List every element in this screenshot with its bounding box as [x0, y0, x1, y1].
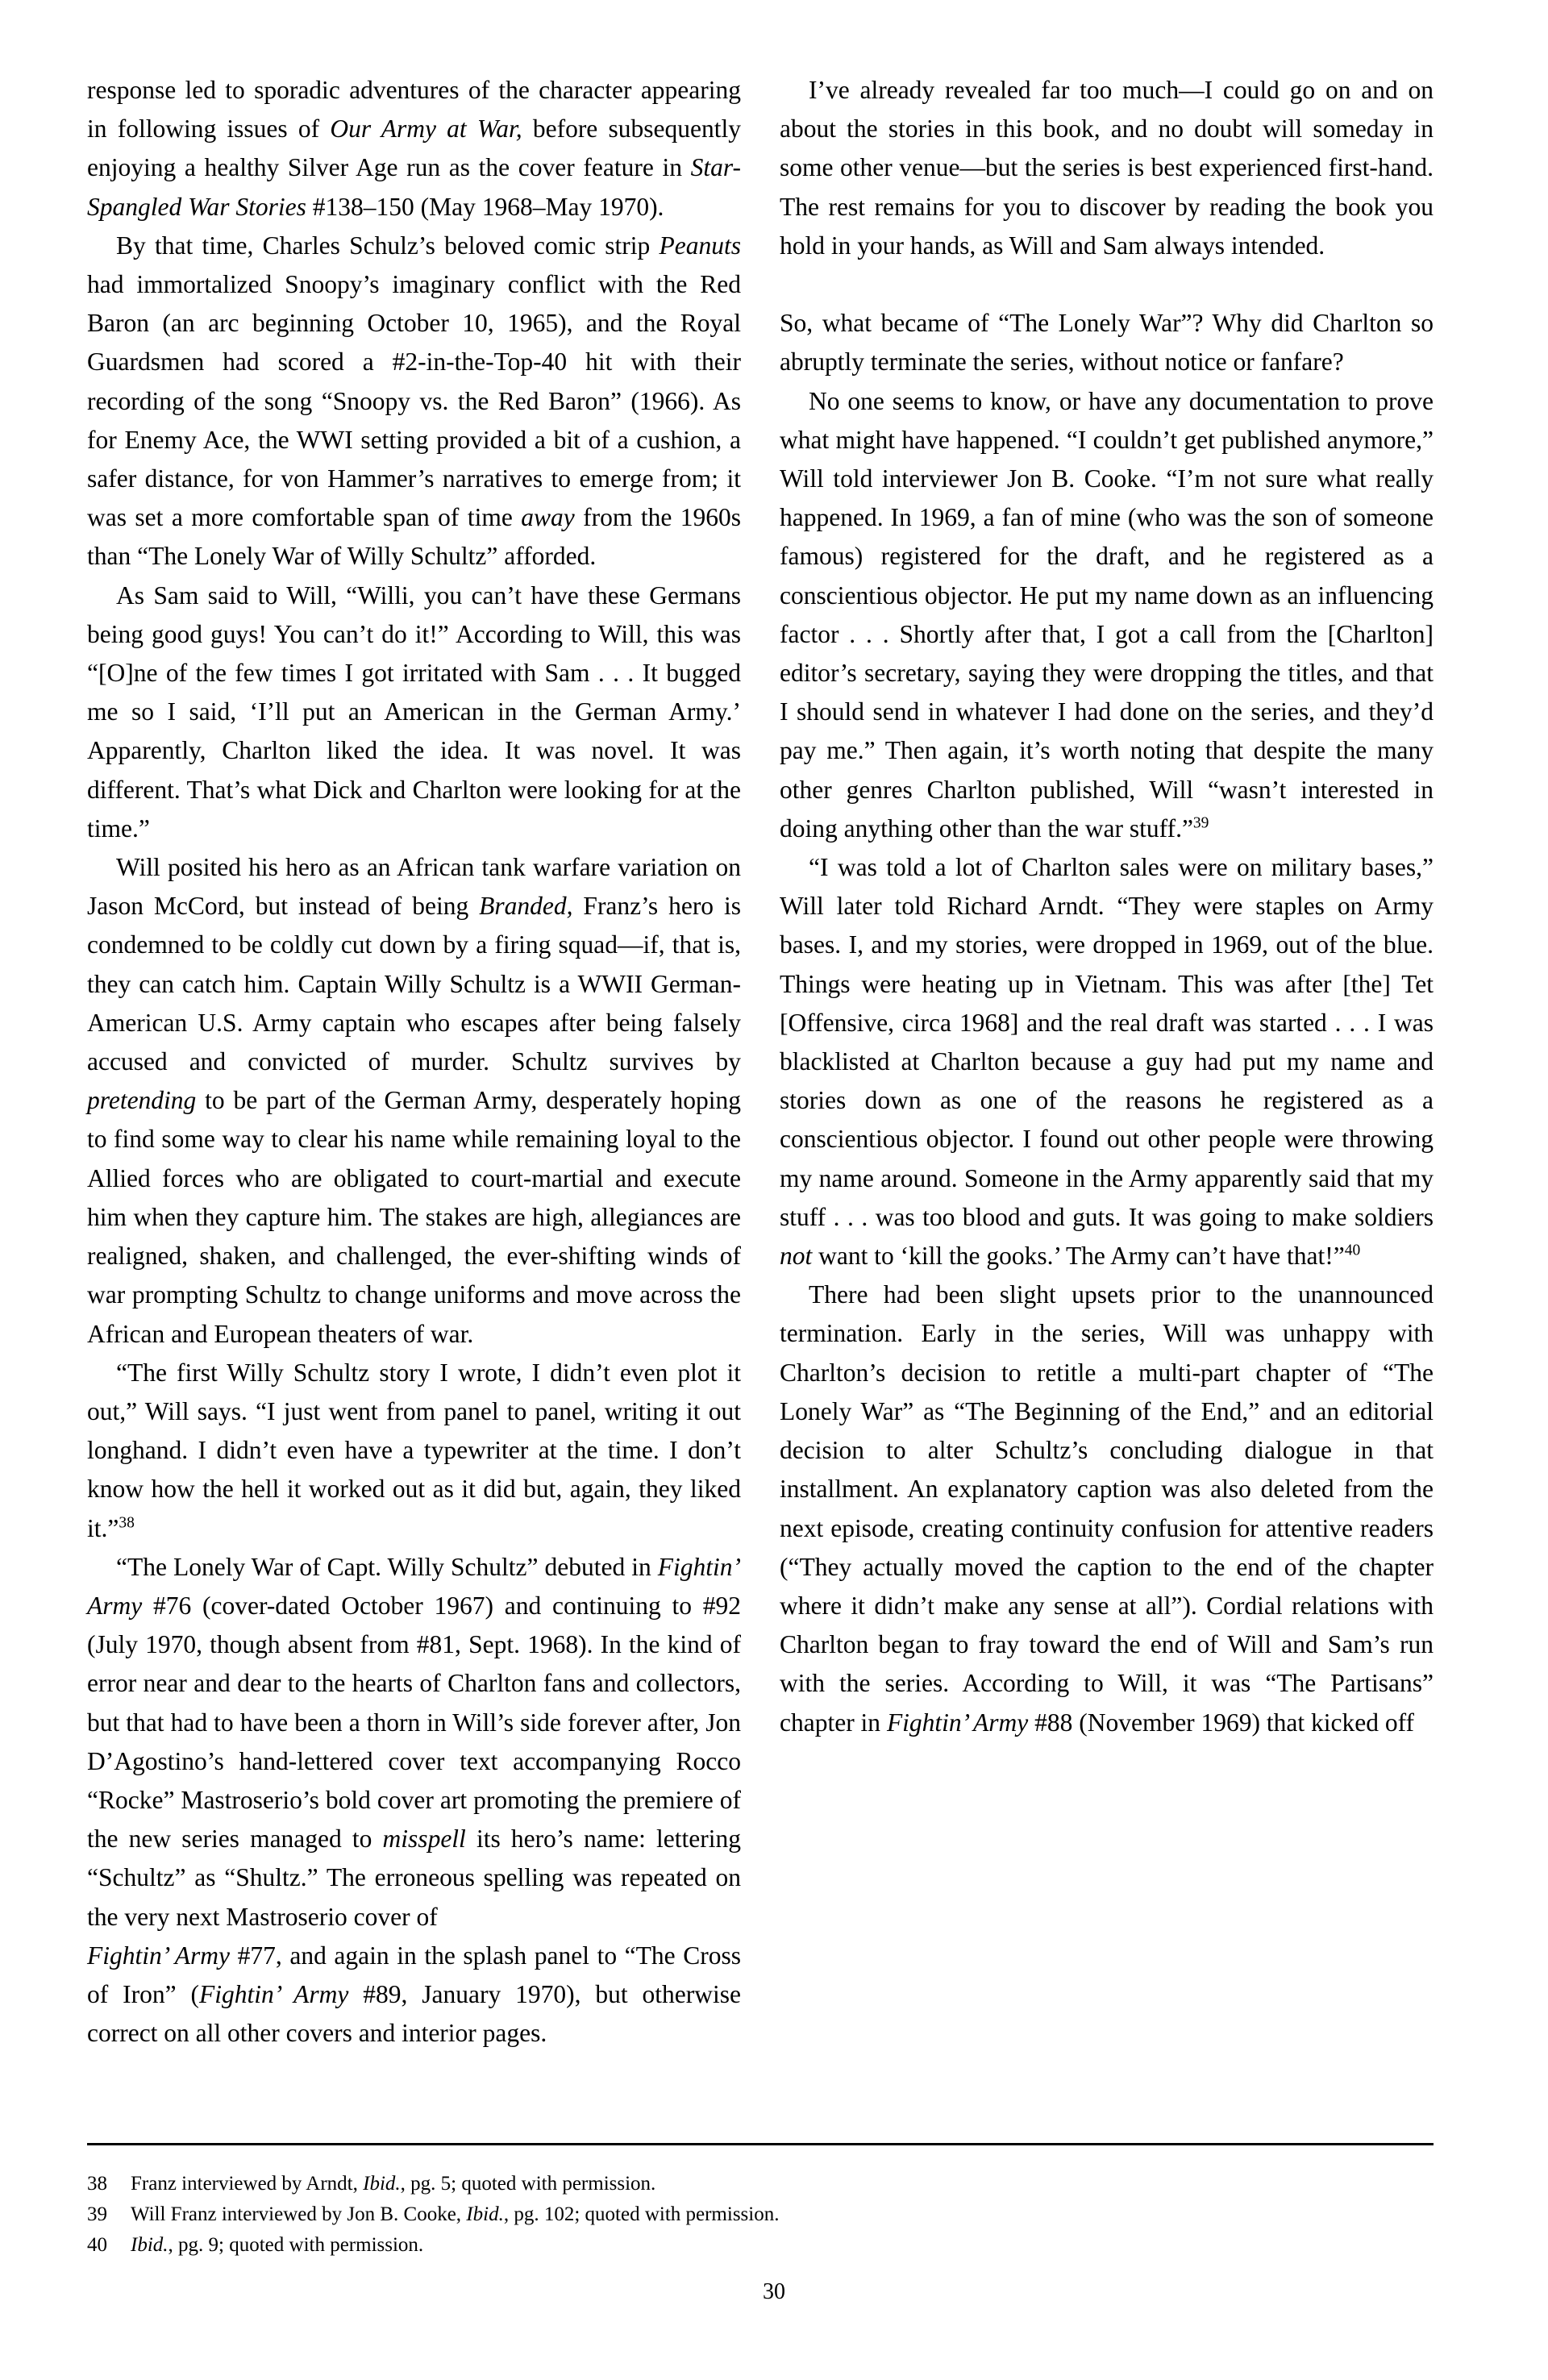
body-paragraph	[87, 1548, 741, 1937]
body-paragraph	[780, 382, 1434, 848]
italic-run: Fightin’ Army	[886, 1708, 1029, 1737]
two-column-body-text	[87, 71, 1434, 2070]
italic-run: Ibid.	[466, 2203, 504, 2225]
text-run: , pg. 9; quoted with permission.	[168, 2234, 424, 2256]
italic-run: Our Army at War,	[330, 114, 522, 144]
italic-run: pretending	[87, 1086, 197, 1115]
text-run: its hero’s name: lettering “Schultz” as “Shultz.” The erroneous spelling was repeated on the very next Mastroserio cover of	[87, 1825, 742, 1931]
text-run: response led to sporadic adventures of the character appearing in following issues of	[87, 76, 741, 144]
italic-run: Fightin’ Army	[87, 1552, 741, 1620]
text-run: to be part of the German Army, desperately hoping to find some way to clear his name while remaining loyal to the Allied forces who are obligated to court-martial and execute him when they capture him. The stakes are high, allegiances are realigned, shaken, and challenged, the ever-shifting winds of war prompting Schultz to change uniforms and move across the African and European theaters of war.	[87, 1086, 741, 1348]
body-paragraph	[87, 576, 741, 848]
body-paragraph	[780, 304, 1434, 381]
text-run: “The Lonely War of Capt. Willy Schultz” debuted in	[116, 1552, 658, 1581]
body-paragraph	[87, 1354, 741, 1548]
text-run: No one seems to know, or have any documentation to prove what might have happened. “I couldn’t get published anymore,” Will told interviewer Jon B. Cooke. “I’m not sure what really happened. In 1969, a fan of mine (who was the son of someone famous) registered for the draft, and he registered as a conscientious objector. He put my name down as an influencing factor . . . Shortly after that, I got a call from the [Charlton] editor’s secretary, saying they were dropping the titles, and that I should send in whatever I had done on the series, and they’d pay me.” Then again, it’s worth noting that despite the many other genres Charlton published, Will “wasn’t interested in doing anything other than the war stuff.”	[780, 386, 1434, 843]
footnote-text	[131, 2230, 1434, 2261]
text-run: So, what became of “The Lonely War”? Why did Charlton so abruptly terminate the series, without notice or fanfare?	[780, 309, 1434, 377]
text-run: #138–150 (May 1968–May 1970).	[306, 192, 664, 221]
body-paragraph	[87, 1937, 741, 2053]
body-paragraph	[87, 71, 741, 227]
text-run: , pg. 5; quoted with permission.	[400, 2173, 656, 2195]
text-run: #76 (cover-dated October 1967) and continuing to #92 (July 1970, though absent from #81, Sept. 1968). In the kind of error near and dear to the hearts of Charlton fans and collectors, but that had to have been a thorn in Will’s side forever after, Jon D’Agostino’s hand-lettered cover text accompanying Rocco “Rocke” Mastroserio’s bold cover art promoting the premiere of the new series managed to	[87, 1591, 741, 1854]
text-run: want to ‘kill the gooks.’ The Army can’t have that!”	[812, 1242, 1345, 1271]
footnote-text	[131, 2169, 1434, 2199]
italic-run: Fightin’ Army	[199, 1979, 349, 2008]
italic-run: away	[521, 503, 575, 532]
text-run: from the 1960s than “The Lonely War of Willy Schultz” afforded.	[87, 503, 742, 571]
italic-run: not	[780, 1242, 813, 1271]
text-run: I’ve already revealed far too much—I could go on and on about the stories in this book, and no doubt will someday in some other venue—but the series is best experienced first-hand. The rest remains for you to discover by reading the book you hold in your hands, as Will and Sam always intended.	[780, 76, 1434, 260]
footnote-marker: 40	[1344, 1242, 1361, 1259]
footnote-marker: 39	[1192, 814, 1209, 832]
text-run: There had been slight upsets prior to the unannounced termination. Early in the series, Will was unhappy with Charlton’s decision to retitle a multi-part chapter of “The Lonely War” as “The Beginning of the End,” and an editorial decision to alter Schultz’s concluding dialogue in that installment. An explanatory caption was also deleted from the next episode, creating continuity confusion for attentive readers (“They actually moved the caption to the end of the chapter where it didn’t make any sense at all”). Cordial relations with Charlton began to fray toward the end of Will and Sam’s run with the series. According to Will, it was “The Partisans” chapter in	[780, 1280, 1434, 1737]
footnote-entry	[87, 2169, 1434, 2199]
text-run: Franz interviewed by Arndt,	[131, 2173, 364, 2195]
text-run: Franz’s hero is condemned to be coldly cut down by a firing squad—if, that is, they can catch him. Captain Willy Schultz is a WWII German-American U.S. Army captain who escapes after being falsely accused and convicted of murder. Schultz survives by	[87, 892, 741, 1076]
text-run: #88 (November 1969) that kicked off	[1028, 1708, 1415, 1737]
italic-run: Star-Spangled War Stories	[87, 153, 741, 221]
footnote-marker: 38	[119, 1514, 135, 1532]
text-run: before subsequently enjoying a healthy Silver Age run as the cover feature in	[87, 114, 741, 182]
footnote-number: 39	[87, 2203, 107, 2225]
italic-run: Ibid.	[363, 2173, 401, 2195]
text-run: By that time, Charles Schulz’s beloved comic strip	[116, 231, 660, 260]
text-run: As Sam said to Will, “Willi, you can’t have these Germans being good guys! You can’t do it!” According to Will, this was “[O]ne of the few times I got irritated with Sam . . . It bugged me so I said, ‘I’ll put an American in the German Army.’ Apparently, Charlton liked the idea. It was novel. It was different. That’s what Dick and Charlton were looking for at the time.”	[87, 580, 741, 843]
footnote-list	[87, 2169, 1434, 2261]
footnote-separator-rule	[87, 2143, 1434, 2145]
text-run: had immortalized Snoopy’s imaginary conflict with the Red Baron (an arc beginning October 10, 1965), and the Royal Guardsmen had scored a #2-in-the-Top-40 hit with their recording of the song “Snoopy vs. the Red Baron” (1966). As for Enemy Ace, the WWI setting provided a bit of a cushion, a safer distance, for von Hammer’s narratives to emerge from; it was set a more comfortable span of time	[87, 270, 741, 532]
body-paragraph	[780, 71, 1434, 265]
text-run: “The first Willy Schultz story I wrote, I didn’t even plot it out,” Will says. “I just went from panel to panel, writing it out longhand. I didn’t even have a typewriter at the time. I don’t know how the hell it worked out as it did but, again, they liked it.”	[87, 1358, 741, 1542]
italic-run: misspell	[382, 1825, 466, 1854]
footnote-entry	[87, 2230, 1434, 2261]
footnote-entry	[87, 2199, 1434, 2230]
footnote-text	[131, 2199, 1434, 2230]
italic-run: Branded,	[479, 892, 573, 921]
body-paragraph	[87, 848, 741, 1354]
italic-run: Ibid.	[131, 2234, 169, 2256]
footnote-number: 38	[87, 2173, 107, 2195]
text-run: , pg. 102; quoted with permission.	[503, 2203, 780, 2225]
italic-run: Peanuts	[659, 231, 741, 260]
italic-run: Fightin’ Army	[87, 1941, 231, 1970]
text-run: “I was told a lot of Charlton sales were on military bases,” Will later told Richard Arndt. “They were staples on Army bases. I, and my stories, were dropped in 1969, out of the blue. Things were heating up in Vietnam. This was after [the] Tet [Offensive, circa 1968] and the real draft was started . . . I was blacklisted at Charlton because a guy had put my name and stories down as one of the reasons he registered as a conscientious objector. I found out other people were throwing my name around. Someone in the Army apparently said that my stuff . . . was too blood and guts. It was going to make soldiers	[780, 853, 1434, 1231]
text-run: Will posited his hero as an African tank warfare variation on Jason McCord, but instead of being	[87, 853, 741, 921]
body-paragraph	[780, 848, 1434, 1275]
text-run: #89, January 1970), but otherwise correct on all other covers and interior pages.	[87, 1979, 741, 2048]
text-run: Will Franz interviewed by Jon B. Cooke,	[131, 2203, 467, 2225]
body-paragraph	[87, 227, 741, 576]
page-number: 30	[763, 2279, 785, 2304]
text-run: #77, and again in the splash panel to “The Cross of Iron” (	[87, 1941, 742, 2008]
body-paragraph	[780, 1275, 1434, 1741]
footnote-number: 40	[87, 2234, 107, 2256]
